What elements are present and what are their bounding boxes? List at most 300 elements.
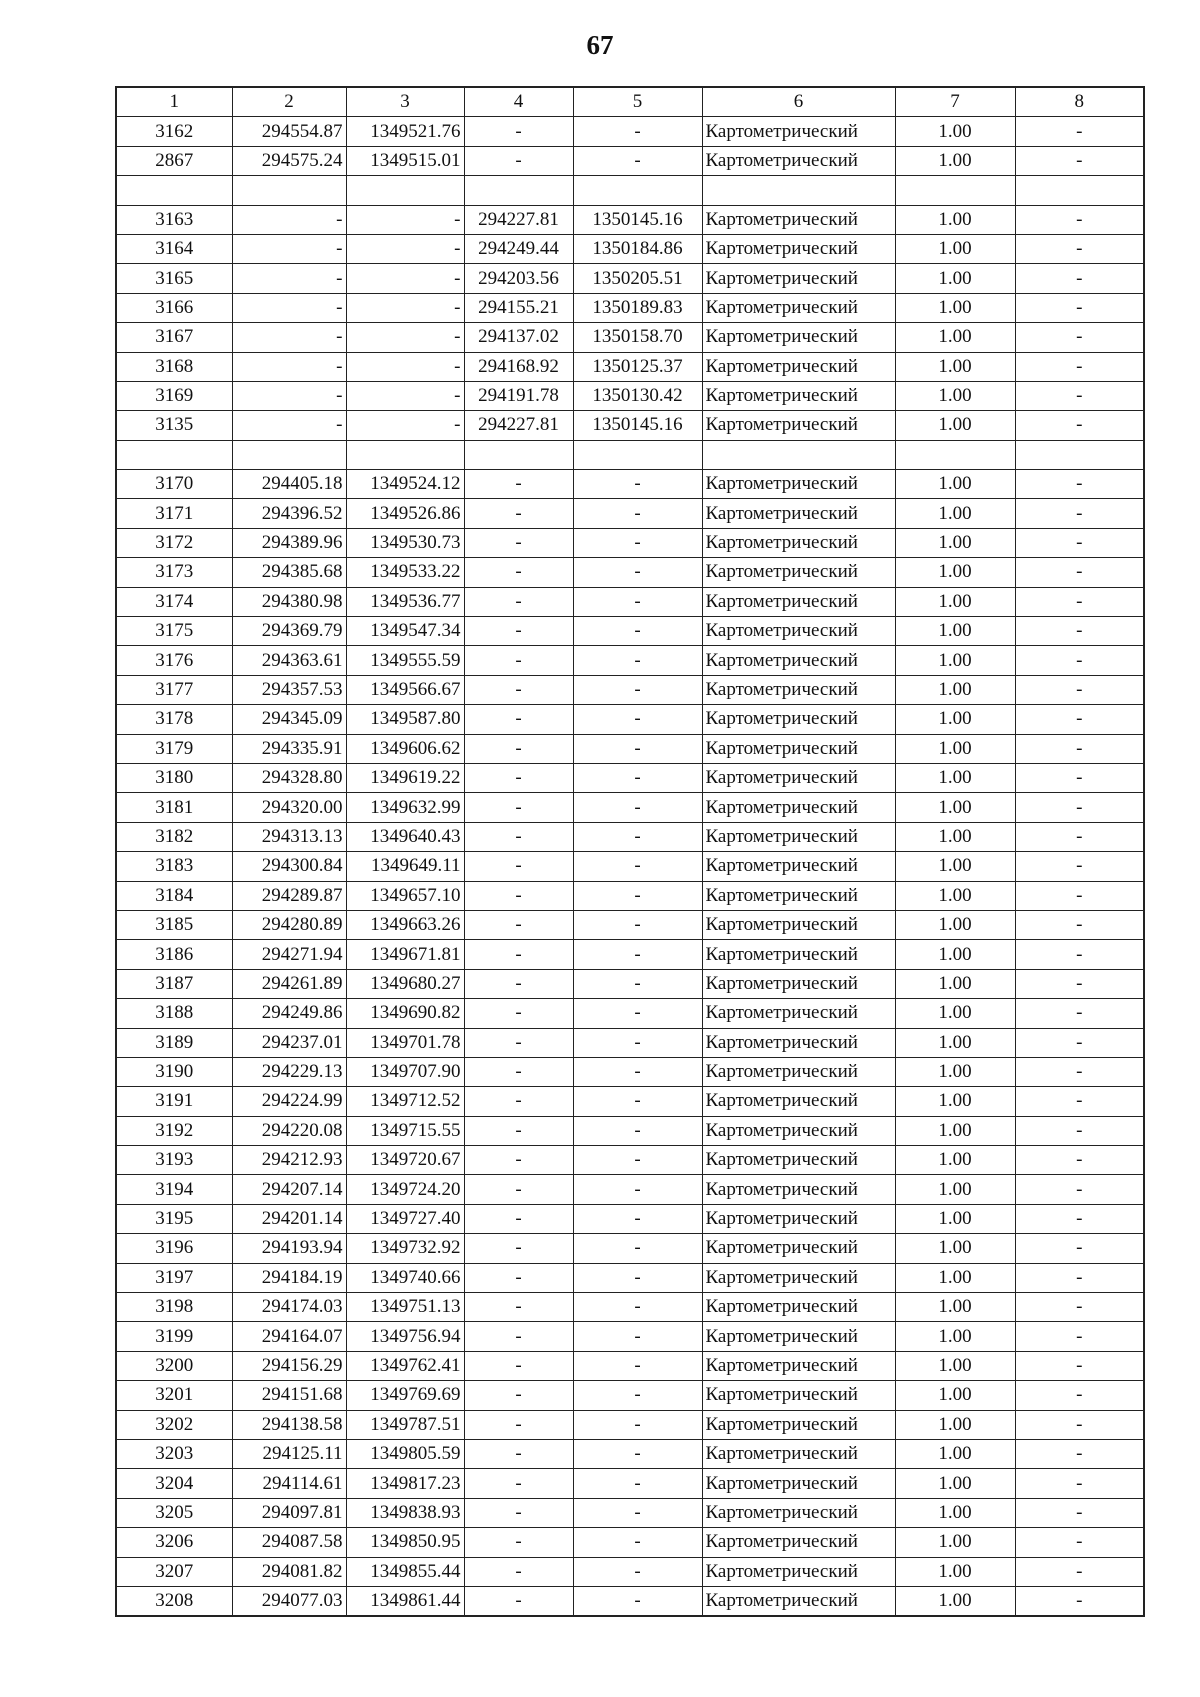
table-cell: 294396.52 xyxy=(232,499,346,528)
table-row xyxy=(116,1057,1144,1086)
table-row xyxy=(116,1087,1144,1116)
table-cell: Картометрический xyxy=(702,470,895,499)
table-cell: 294345.09 xyxy=(232,705,346,734)
table-cell: - xyxy=(573,1528,702,1557)
table-cell: Картометрический xyxy=(702,411,895,440)
table-cell: 1.00 xyxy=(895,1293,1015,1322)
table-cell: 3204 xyxy=(116,1469,232,1498)
table-cell: 1349536.77 xyxy=(346,587,464,616)
table-cell: - xyxy=(464,1263,573,1292)
table-cell: - xyxy=(573,617,702,646)
table-cell: Картометрический xyxy=(702,734,895,763)
table-cell: - xyxy=(573,999,702,1028)
table-cell xyxy=(702,176,895,205)
table-cell: 3185 xyxy=(116,910,232,939)
table-cell: 1349756.94 xyxy=(346,1322,464,1351)
table-cell: 1.00 xyxy=(895,1557,1015,1586)
table-cell: - xyxy=(573,528,702,557)
table-cell: - xyxy=(346,411,464,440)
table-cell: 294077.03 xyxy=(232,1586,346,1616)
table-cell: 1.00 xyxy=(895,470,1015,499)
table-cell: Картометрический xyxy=(702,852,895,881)
table-cell: - xyxy=(573,675,702,704)
table-cell: - xyxy=(1015,969,1144,998)
table-cell: - xyxy=(464,1410,573,1439)
table-body xyxy=(116,87,1144,1616)
table-cell: - xyxy=(573,734,702,763)
table-cell: 1.00 xyxy=(895,881,1015,910)
table-cell xyxy=(232,440,346,469)
table-cell: 1349805.59 xyxy=(346,1439,464,1468)
table-cell: 294138.58 xyxy=(232,1410,346,1439)
table-cell: - xyxy=(346,205,464,234)
table-cell: 3196 xyxy=(116,1234,232,1263)
table-cell: - xyxy=(1015,1586,1144,1616)
table-cell: - xyxy=(1015,646,1144,675)
table-cell: 1.00 xyxy=(895,969,1015,998)
table-cell: 3201 xyxy=(116,1381,232,1410)
table-cell: 3198 xyxy=(116,1293,232,1322)
table-cell: Картометрический xyxy=(702,1175,895,1204)
table-cell: - xyxy=(464,999,573,1028)
table-cell: 294151.68 xyxy=(232,1381,346,1410)
table-row xyxy=(116,1146,1144,1175)
table-cell: - xyxy=(464,881,573,910)
table-cell: - xyxy=(573,1469,702,1498)
header-cell: 1 xyxy=(116,87,232,117)
table-cell: 1349524.12 xyxy=(346,470,464,499)
table-cell: 1.00 xyxy=(895,1469,1015,1498)
table-cell: Картометрический xyxy=(702,1028,895,1057)
table-cell: Картометрический xyxy=(702,1557,895,1586)
table-cell: 1.00 xyxy=(895,1351,1015,1380)
table-cell: 294261.89 xyxy=(232,969,346,998)
table-cell: 294193.94 xyxy=(232,1234,346,1263)
table-cell: 294357.53 xyxy=(232,675,346,704)
table-cell: 1349715.55 xyxy=(346,1116,464,1145)
table-cell: Картометрический xyxy=(702,528,895,557)
table-cell: 1.00 xyxy=(895,617,1015,646)
table-cell: Картометрический xyxy=(702,499,895,528)
table-cell: 1349701.78 xyxy=(346,1028,464,1057)
table-cell: Картометрический xyxy=(702,675,895,704)
table-row xyxy=(116,646,1144,675)
table-cell: 294097.81 xyxy=(232,1498,346,1527)
table-cell: - xyxy=(464,1469,573,1498)
table-cell: Картометрический xyxy=(702,763,895,792)
table-cell: 1.00 xyxy=(895,1087,1015,1116)
table-cell: 1.00 xyxy=(895,940,1015,969)
table-cell: Картометрический xyxy=(702,1498,895,1527)
table-row xyxy=(116,675,1144,704)
table-cell: - xyxy=(464,499,573,528)
table-cell: - xyxy=(346,381,464,410)
table-cell: - xyxy=(232,323,346,352)
table-cell: Картометрический xyxy=(702,1293,895,1322)
table-cell: 3197 xyxy=(116,1263,232,1292)
table-cell: - xyxy=(464,528,573,557)
table-row xyxy=(116,499,1144,528)
table-cell: - xyxy=(573,558,702,587)
table-cell: Картометрический xyxy=(702,352,895,381)
table-row xyxy=(116,1557,1144,1586)
table-cell: - xyxy=(1015,470,1144,499)
table-cell: Картометрический xyxy=(702,1528,895,1557)
table-cell: Картометрический xyxy=(702,1586,895,1616)
table-cell: - xyxy=(573,1263,702,1292)
table-cell: - xyxy=(1015,1175,1144,1204)
table-cell: - xyxy=(573,1322,702,1351)
table-cell: 1349632.99 xyxy=(346,793,464,822)
table-cell: 1.00 xyxy=(895,499,1015,528)
table-cell: 1.00 xyxy=(895,1204,1015,1233)
table-cell: - xyxy=(1015,1439,1144,1468)
table-cell: - xyxy=(1015,910,1144,939)
table-header-row xyxy=(116,87,1144,117)
table-row xyxy=(116,734,1144,763)
table-cell: - xyxy=(1015,1322,1144,1351)
table-cell: 3164 xyxy=(116,234,232,263)
table-cell: 1349850.95 xyxy=(346,1528,464,1557)
table-cell: 1350158.70 xyxy=(573,323,702,352)
table-cell: - xyxy=(573,1175,702,1204)
table-cell: 1.00 xyxy=(895,1175,1015,1204)
table-cell: - xyxy=(573,940,702,969)
table-row xyxy=(116,940,1144,969)
table-cell: 3195 xyxy=(116,1204,232,1233)
table-cell: 1.00 xyxy=(895,117,1015,146)
table-cell: Картометрический xyxy=(702,1263,895,1292)
table-cell: - xyxy=(573,881,702,910)
table-cell: - xyxy=(573,763,702,792)
table-row xyxy=(116,352,1144,381)
table-cell: - xyxy=(1015,1116,1144,1145)
table-cell xyxy=(116,440,232,469)
table-cell: - xyxy=(464,117,573,146)
table-cell: 294271.94 xyxy=(232,940,346,969)
table-cell: 3186 xyxy=(116,940,232,969)
table-cell: - xyxy=(464,1322,573,1351)
table-cell: Картометрический xyxy=(702,323,895,352)
table-cell: 3135 xyxy=(116,411,232,440)
table-cell: Картометрический xyxy=(702,940,895,969)
table-cell: 1.00 xyxy=(895,646,1015,675)
table-cell: - xyxy=(232,234,346,263)
table-row xyxy=(116,910,1144,939)
table-cell: - xyxy=(573,470,702,499)
table-cell: 3168 xyxy=(116,352,232,381)
table-cell: 1.00 xyxy=(895,587,1015,616)
table-row xyxy=(116,1351,1144,1380)
table-cell: 3203 xyxy=(116,1439,232,1468)
table-cell: 1.00 xyxy=(895,1028,1015,1057)
table-cell: - xyxy=(1015,1469,1144,1498)
table-cell: 1.00 xyxy=(895,734,1015,763)
table-cell: - xyxy=(1015,793,1144,822)
table-row xyxy=(116,617,1144,646)
table-cell: 3166 xyxy=(116,293,232,322)
table-cell: 1349855.44 xyxy=(346,1557,464,1586)
table-cell: - xyxy=(464,1087,573,1116)
table-cell: 294313.13 xyxy=(232,822,346,851)
table-cell: Картометрический xyxy=(702,234,895,263)
table-cell xyxy=(346,440,464,469)
table-cell: - xyxy=(464,1498,573,1527)
table-cell: 1349727.40 xyxy=(346,1204,464,1233)
table-cell: 3167 xyxy=(116,323,232,352)
table-cell: 294155.21 xyxy=(464,293,573,322)
table-cell: 1.00 xyxy=(895,1234,1015,1263)
table-cell: - xyxy=(573,705,702,734)
table-cell: - xyxy=(1015,852,1144,881)
table-cell: - xyxy=(346,264,464,293)
table-row xyxy=(116,1293,1144,1322)
table-cell: - xyxy=(1015,146,1144,175)
table-cell: - xyxy=(232,411,346,440)
table-cell: 1.00 xyxy=(895,411,1015,440)
table-cell: - xyxy=(1015,999,1144,1028)
table-cell: 1349838.93 xyxy=(346,1498,464,1527)
table-cell: 1.00 xyxy=(895,763,1015,792)
table-cell: 3183 xyxy=(116,852,232,881)
table-cell: 3206 xyxy=(116,1528,232,1557)
table-cell: - xyxy=(464,1381,573,1410)
table-cell: 3194 xyxy=(116,1175,232,1204)
table-cell: - xyxy=(1015,499,1144,528)
table-cell: - xyxy=(232,381,346,410)
table-cell: - xyxy=(573,499,702,528)
table-cell: 1349762.41 xyxy=(346,1351,464,1380)
table-row xyxy=(116,1381,1144,1410)
table-cell: Картометрический xyxy=(702,1204,895,1233)
table-cell xyxy=(116,176,232,205)
table-cell: 294227.81 xyxy=(464,205,573,234)
table-cell: 1.00 xyxy=(895,1439,1015,1468)
table-cell: - xyxy=(464,1234,573,1263)
table-cell: 1349515.01 xyxy=(346,146,464,175)
table-cell: 3184 xyxy=(116,881,232,910)
table-cell: - xyxy=(464,852,573,881)
table-cell: 2867 xyxy=(116,146,232,175)
table-cell xyxy=(464,176,573,205)
table-cell: 1349526.86 xyxy=(346,499,464,528)
table-cell: 1349817.23 xyxy=(346,1469,464,1498)
table-cell: - xyxy=(573,1557,702,1586)
table-cell: 294389.96 xyxy=(232,528,346,557)
table-cell: 1349619.22 xyxy=(346,763,464,792)
table-cell: 1350125.37 xyxy=(573,352,702,381)
table-cell: 1349663.26 xyxy=(346,910,464,939)
table-cell xyxy=(464,440,573,469)
header-cell: 3 xyxy=(346,87,464,117)
table-cell: - xyxy=(1015,940,1144,969)
table-cell: 1350184.86 xyxy=(573,234,702,263)
table-cell: 1349787.51 xyxy=(346,1410,464,1439)
table-cell: Картометрический xyxy=(702,617,895,646)
table-cell: 1349740.66 xyxy=(346,1263,464,1292)
table-cell: - xyxy=(464,146,573,175)
table-cell: 294289.87 xyxy=(232,881,346,910)
table-cell: 1.00 xyxy=(895,1322,1015,1351)
table-cell: - xyxy=(1015,822,1144,851)
table-cell: - xyxy=(573,1204,702,1233)
table-row xyxy=(116,146,1144,175)
table-cell: 1349671.81 xyxy=(346,940,464,969)
table-cell: - xyxy=(1015,293,1144,322)
table-cell xyxy=(573,176,702,205)
table-cell: 294212.93 xyxy=(232,1146,346,1175)
table-cell: 294114.61 xyxy=(232,1469,346,1498)
table-cell: Картометрический xyxy=(702,1351,895,1380)
table-row xyxy=(116,1469,1144,1498)
table-cell: 3199 xyxy=(116,1322,232,1351)
table-row xyxy=(116,1175,1144,1204)
table-cell: 3173 xyxy=(116,558,232,587)
table-cell: - xyxy=(1015,352,1144,381)
table-cell: - xyxy=(464,558,573,587)
table-cell: 1349657.10 xyxy=(346,881,464,910)
table-cell: - xyxy=(464,763,573,792)
table-cell: - xyxy=(1015,1381,1144,1410)
coordinates-table xyxy=(115,86,1145,1617)
table-cell: - xyxy=(464,1351,573,1380)
table-cell: - xyxy=(1015,1557,1144,1586)
table-row xyxy=(116,999,1144,1028)
table-cell: 3205 xyxy=(116,1498,232,1527)
table-cell: - xyxy=(464,1028,573,1057)
table-cell: - xyxy=(464,675,573,704)
table-cell: 1349751.13 xyxy=(346,1293,464,1322)
table-cell: 3165 xyxy=(116,264,232,293)
table-cell: - xyxy=(1015,234,1144,263)
table-cell: 1.00 xyxy=(895,264,1015,293)
table-cell: Картометрический xyxy=(702,822,895,851)
table-cell: 1349649.11 xyxy=(346,852,464,881)
table-cell: Картометрический xyxy=(702,587,895,616)
table-cell: - xyxy=(346,293,464,322)
table-cell: Картометрический xyxy=(702,1381,895,1410)
table-cell: 1.00 xyxy=(895,705,1015,734)
table-cell: 294087.58 xyxy=(232,1528,346,1557)
table-cell: 3176 xyxy=(116,646,232,675)
table-cell xyxy=(895,440,1015,469)
table-row xyxy=(116,234,1144,263)
table-row xyxy=(116,587,1144,616)
table-cell: - xyxy=(1015,1028,1144,1057)
table-cell: 294335.91 xyxy=(232,734,346,763)
table-cell xyxy=(346,176,464,205)
table-cell: Картометрический xyxy=(702,1087,895,1116)
table-cell: - xyxy=(1015,528,1144,557)
table-cell: 1.00 xyxy=(895,1410,1015,1439)
table-cell: 294249.44 xyxy=(464,234,573,263)
table-cell: Картометрический xyxy=(702,999,895,1028)
table-cell: - xyxy=(1015,264,1144,293)
table-cell: - xyxy=(573,117,702,146)
table-cell: - xyxy=(232,205,346,234)
table-cell: - xyxy=(1015,1528,1144,1557)
table-cell: 1349566.67 xyxy=(346,675,464,704)
table-cell: - xyxy=(1015,1498,1144,1527)
table-cell: 1.00 xyxy=(895,528,1015,557)
table-cell: - xyxy=(573,910,702,939)
table-cell: - xyxy=(464,910,573,939)
table-row xyxy=(116,793,1144,822)
table-cell: 3162 xyxy=(116,117,232,146)
table-cell: Картометрический xyxy=(702,969,895,998)
table-cell: 294227.81 xyxy=(464,411,573,440)
table-cell: 294220.08 xyxy=(232,1116,346,1145)
table-cell: 1.00 xyxy=(895,146,1015,175)
table-cell: 1.00 xyxy=(895,205,1015,234)
table-cell: 1.00 xyxy=(895,1116,1015,1145)
table-cell: 3178 xyxy=(116,705,232,734)
table-cell: 1350145.16 xyxy=(573,205,702,234)
table-cell: 294575.24 xyxy=(232,146,346,175)
table-cell: 1.00 xyxy=(895,352,1015,381)
table-cell: - xyxy=(232,264,346,293)
table-cell: - xyxy=(464,1116,573,1145)
table-cell: 3200 xyxy=(116,1351,232,1380)
table-cell: 294328.80 xyxy=(232,763,346,792)
table-cell: 3175 xyxy=(116,617,232,646)
table-cell: 3190 xyxy=(116,1057,232,1086)
table-row xyxy=(116,1586,1144,1616)
table-row xyxy=(116,440,1144,469)
table-row xyxy=(116,176,1144,205)
table-cell: - xyxy=(346,352,464,381)
table-cell: 294249.86 xyxy=(232,999,346,1028)
table-cell: 1.00 xyxy=(895,1498,1015,1527)
table-cell: - xyxy=(1015,205,1144,234)
table-cell: - xyxy=(464,822,573,851)
table-cell: - xyxy=(1015,1057,1144,1086)
table-cell: 1349530.73 xyxy=(346,528,464,557)
table-cell: - xyxy=(464,617,573,646)
table-cell: - xyxy=(1015,1087,1144,1116)
table-cell: Картометрический xyxy=(702,1439,895,1468)
table-cell: - xyxy=(1015,675,1144,704)
header-cell: 5 xyxy=(573,87,702,117)
table-cell: 1349720.67 xyxy=(346,1146,464,1175)
table-cell: - xyxy=(1015,763,1144,792)
table-cell: 1.00 xyxy=(895,381,1015,410)
table-row xyxy=(116,1028,1144,1057)
table-row xyxy=(116,558,1144,587)
table-cell: Картометрический xyxy=(702,264,895,293)
table-cell: Картометрический xyxy=(702,646,895,675)
table-cell: 294224.99 xyxy=(232,1087,346,1116)
table-cell: 3202 xyxy=(116,1410,232,1439)
table-cell: - xyxy=(1015,587,1144,616)
table-cell: - xyxy=(232,352,346,381)
table-cell xyxy=(1015,440,1144,469)
table-cell: - xyxy=(1015,881,1144,910)
table-cell: 294191.78 xyxy=(464,381,573,410)
table-cell: 3170 xyxy=(116,470,232,499)
table-cell: 3208 xyxy=(116,1586,232,1616)
table-cell: - xyxy=(1015,117,1144,146)
table-cell: 1.00 xyxy=(895,910,1015,939)
table-cell: - xyxy=(464,1204,573,1233)
table-row xyxy=(116,1498,1144,1527)
table-cell: 1.00 xyxy=(895,1586,1015,1616)
table-cell: - xyxy=(573,852,702,881)
table-cell: 3188 xyxy=(116,999,232,1028)
table-cell: - xyxy=(464,1293,573,1322)
table-cell: - xyxy=(573,1439,702,1468)
table-row xyxy=(116,264,1144,293)
